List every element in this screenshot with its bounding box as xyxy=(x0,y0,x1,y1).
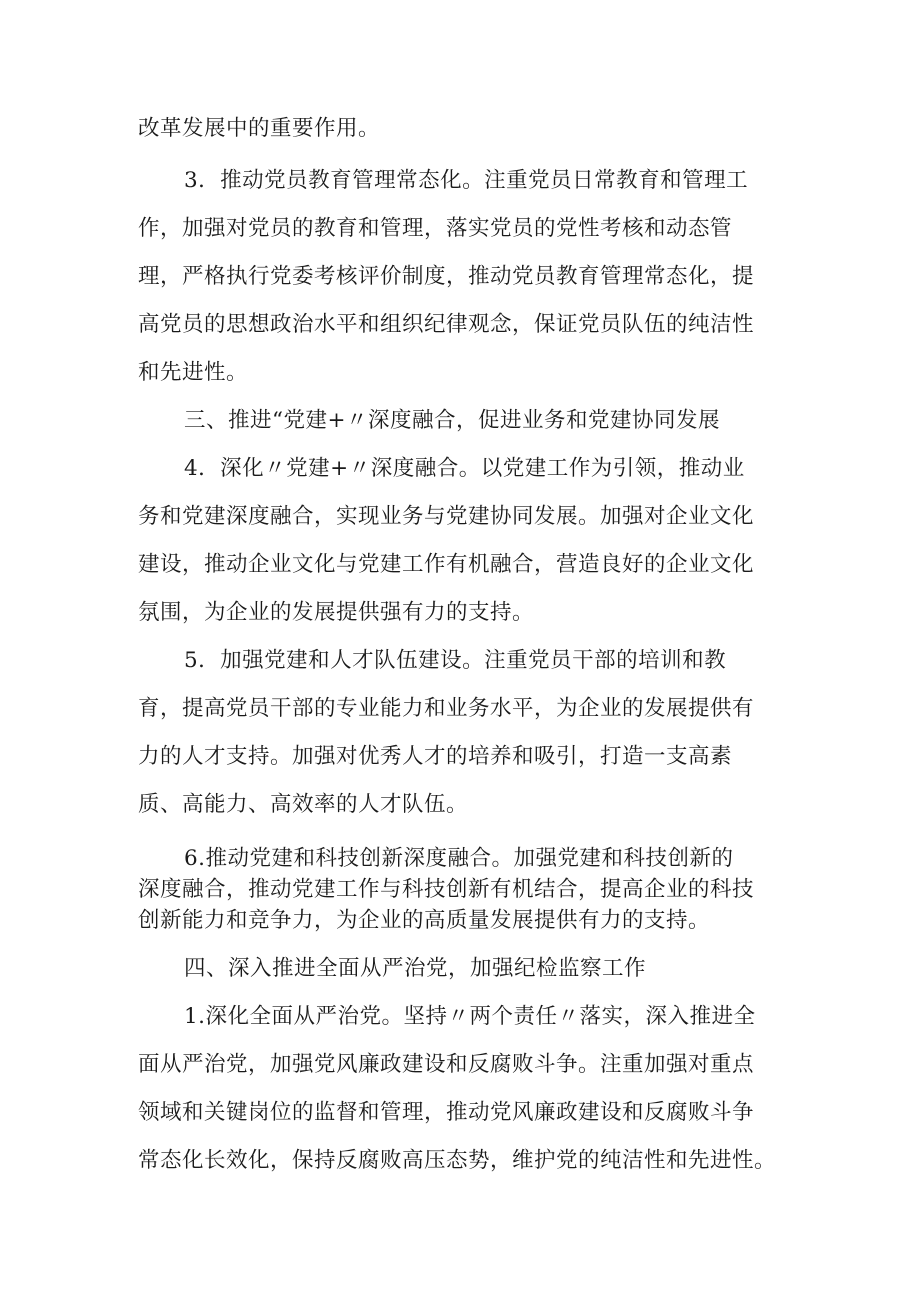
paragraph-line: 6.推动党建和科技创新深度融合。加强党建和科技创新的 xyxy=(184,846,734,871)
paragraph-line: 1.深化全面从严治党。坚持〃两个责任〃落实，深入推进全 xyxy=(184,1004,756,1029)
paragraph-line: 深度融合，推动党建工作与科技创新有机结合，提高企业的科技 xyxy=(138,877,755,902)
paragraph-line: 理，严格执行党委考核评价制度，推动党员教育管理常态化，提 xyxy=(138,264,755,289)
paragraph-line: 和先进性。 xyxy=(138,360,249,385)
paragraph-line: 创新能力和竞争力，为企业的高质量发展提供有力的支持。 xyxy=(138,908,711,933)
paragraph-line: 质、高能力、高效率的人才队伍。 xyxy=(138,792,469,817)
paragraph-line: 氛围，为企业的发展提供强有力的支持。 xyxy=(138,600,535,625)
section-heading: 四、深入推进全面从严治党，加强纪检监察工作 xyxy=(184,956,647,981)
paragraph-line: 作，加强对党员的教育和管理，落实党员的党性考核和动态管 xyxy=(138,216,733,241)
paragraph-line: 4．深化〃党建+〃深度融合。以党建工作为引领，推动业 xyxy=(184,456,745,481)
paragraph-line: 5．加强党建和人才队伍建设。注重党员干部的培训和教 xyxy=(184,648,727,673)
paragraph-line: 面从严治党，加强党风廉政建设和反腐败斗争。注重加强对重点 xyxy=(138,1052,755,1077)
paragraph-line: 建设，推动企业文化与党建工作有机融合，营造良好的企业文化 xyxy=(138,552,755,577)
section-heading: 三、推进“党建+〃深度融合，促进业务和党建协同发展 xyxy=(184,408,721,433)
paragraph-line: 力的人才支持。加强对优秀人才的培养和吸引，打造一支高素 xyxy=(138,744,733,769)
paragraph-line: 育，提高党员干部的专业能力和业务水平，为企业的发展提供有 xyxy=(138,696,755,721)
paragraph-line: 常态化长效化，保持反腐败高压态势，维护党的纯洁性和先进性。 xyxy=(138,1148,777,1173)
paragraph-line: 高党员的思想政治水平和组织纪律观念，保证党员队伍的纯洁性 xyxy=(138,312,755,337)
paragraph-line: 务和党建深度融合，实现业务与党建协同发展。加强对企业文化 xyxy=(138,504,755,529)
paragraph-line: 改革发展中的重要作用。 xyxy=(138,116,381,141)
paragraph-line: 3．推动党员教育管理常态化。注重党员日常教育和管理工 xyxy=(184,168,749,193)
paragraph-line: 领域和关键岗位的监督和管理，推动党风廉政建设和反腐败斗争 xyxy=(138,1100,755,1125)
